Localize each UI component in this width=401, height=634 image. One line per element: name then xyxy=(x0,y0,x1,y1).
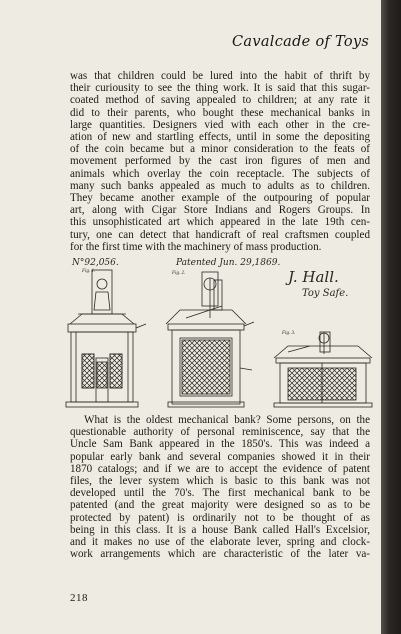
text-line: this unsophisticated art which appeared in the late 19th cen- xyxy=(70,216,370,229)
text-line: popular early bank and several companies showed it in their xyxy=(70,450,370,463)
page-number: 218 xyxy=(70,592,88,604)
text-line: tury, one can detect that handicraft of real craftsmen coupled xyxy=(70,228,370,241)
patent-number: N°92,056. xyxy=(72,258,119,268)
text-line: movement performed by the cast iron figures of men and xyxy=(70,155,370,168)
fig-label: Fig. 3. xyxy=(282,331,296,336)
running-head: Cavalcade of Toys xyxy=(232,34,370,50)
figure-3-section xyxy=(274,331,372,407)
text-line: patented (and the great majority were designed so as to be xyxy=(70,499,370,512)
text-line: Uncle Sam Bank appeared in the 1850's. This was indeed a xyxy=(70,438,370,451)
fig-label: Fig. 1. xyxy=(82,269,96,274)
text-line: 1870 catalogs; and if we are to accept the evidence of patent xyxy=(70,462,370,475)
paragraph-2 xyxy=(70,414,370,560)
patent-drawing xyxy=(62,258,374,408)
text-line: files, the lever system which is basic to this bank was not xyxy=(70,475,370,488)
figure-2-section xyxy=(166,271,254,407)
patent-title: Toy Safe. xyxy=(302,288,349,299)
text-line: ation of new and startling effects, until in some the depositing xyxy=(70,131,370,144)
text-line: art, along with Cigar Store Indians and Rogers Groups. In xyxy=(70,204,370,217)
paragraph-1 xyxy=(70,70,370,253)
text-line: questionable authority of personal reminiscence, say that the xyxy=(70,426,370,439)
text-line: did to their parents, who bought these mechanical banks in xyxy=(70,106,370,119)
text-line: protected by patent) is ordinarily not to be thought of as xyxy=(70,511,370,524)
text-line: many such banks appealed as much to adults as to children. xyxy=(70,179,370,192)
book-gutter-shadow xyxy=(381,0,401,634)
inventor-signature: J. Hall. xyxy=(288,268,339,286)
text-line: of the coin became but a minor consideration to the feats of xyxy=(70,143,370,156)
text-line: animals which overlay the coin receptacle. The subjects of xyxy=(70,167,370,180)
text-line: was that children could be lured into the habit of thrift by xyxy=(70,70,370,82)
text-line: and it makes no use of the elaborate lever, spring and clock- xyxy=(70,536,370,549)
text-line: developed until the 70's. The first mechanical bank to be xyxy=(70,487,370,500)
figure-1-house xyxy=(66,269,146,407)
text-line: coated method of saving appealed to children; at any rate it xyxy=(70,94,370,107)
text-line: being in this class. It is a house Bank called Hall's Excelsior, xyxy=(70,523,370,536)
fig-label: Fig. 2. xyxy=(172,271,186,276)
patent-date: Patented Jun. 29,1869. xyxy=(176,258,281,268)
text-line: They became another example of the outpouring of popular xyxy=(70,192,370,205)
text-line: large quantities. Designers vied with each other in the cre- xyxy=(70,118,370,131)
text-line: What is the oldest mechanical bank? Some persons, on the xyxy=(84,414,370,426)
text-line: their curiousity to see the thing work. It is said that this sugar- xyxy=(70,82,370,95)
text-line: for the first time with the machinery of mass production. xyxy=(70,240,322,253)
text-line: work arrangements which are characteristic of the later va- xyxy=(70,548,370,561)
